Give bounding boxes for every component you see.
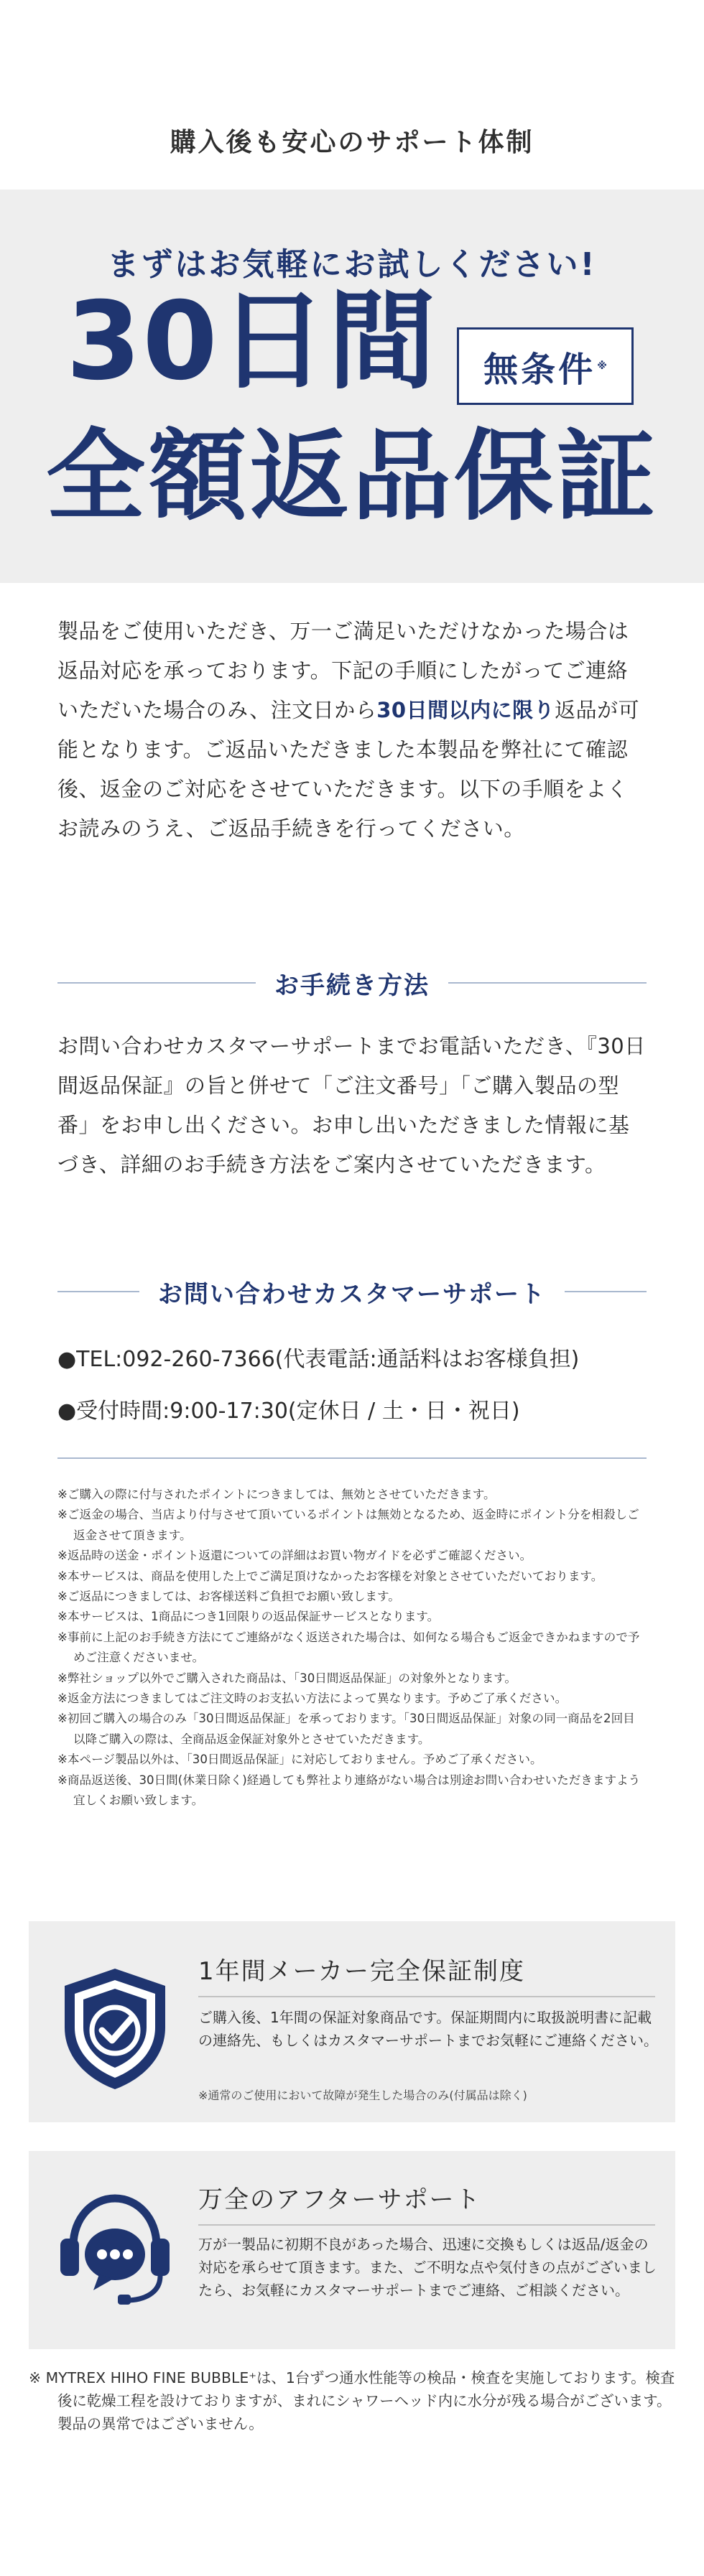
intro-text-2: 返品が可能となります。ご返品いただきました本製品を弊社にて確認後、返金のご対応をさせていただきます。以下の手順をよくお読みのうえ、ご返品手続きを行ってください。: [57, 698, 640, 841]
list-item: ※商品返送後、30日間(休業日除く)経過しても弊社より連絡がない場合は別途お問い合わせいただきますよう宜しくお願い致します。: [57, 1773, 641, 1808]
divider: [57, 1457, 647, 1459]
guarantee-banner: [0, 190, 704, 583]
guarantee-title: 全額返品保証: [45, 419, 658, 534]
aftercare-card: [29, 2151, 675, 2349]
warranty-title: 1年間メーカー完全保証制度: [198, 1957, 525, 1986]
intro-paragraph: [57, 612, 647, 849]
list-item: ※返品時の送金・ポイント返還についての詳細はお買い物ガイドを必ずご確認ください。: [57, 1549, 532, 1563]
aftercare-body: 万が一製品に初期不良があった場合、迅速に交換もしくは返品/返金の対応を承らせて頂きます。また、ご不明な点や気付きの点がございましたら、お気軽にカスタマーサポートまでご連絡、ご相談ください。: [198, 2236, 657, 2299]
warranty-card: [29, 1921, 675, 2122]
procedure-heading: [57, 965, 647, 1001]
warranty-note: ※通常のご使用において故障が発生した場合のみ(付属品は除く): [198, 2089, 527, 2102]
guarantee-period: 30日間: [66, 279, 437, 404]
heading-rule-right: [448, 982, 647, 984]
heading-rule-left: [57, 982, 256, 984]
list-item: ※ご購入の際に付与されたポイントにつきましては、無効とさせていただきます。: [57, 1488, 496, 1501]
support-heading: [57, 1274, 647, 1310]
support-hours: ●受付時間:9:00-17:30(定休日 / 土・日・祝日): [57, 1399, 520, 1424]
list-item: ※返金方法につきましてはご注文時のお支払い方法によって異なります。予めご了承ください。: [57, 1691, 568, 1706]
guarantee-lead: まずはお気軽にお試しください!: [107, 246, 597, 283]
aftercare-title: 万全のアフターサポート: [198, 2185, 481, 2214]
list-item: ※本サービスは、1商品につき1回限りの返品保証サービスとなります。: [57, 1610, 440, 1624]
heading-rule-left: [57, 1291, 139, 1292]
procedure-paragraph: お問い合わせカスタマーサポートまでお電話いただき、『30日間返品保証』の旨と併せて「ご注文番号」「ご購入製品の型番」をお申し出ください。お申し出いただきました情報に基づき、詳細のお手続き方法をご案内させていただきます。: [57, 1034, 646, 1177]
list-item: ※本サービスは、商品を使用した上でご満足頂けなかったお客様を対象とさせていただいております。: [57, 1569, 603, 1583]
shield-check-icon: [57, 1964, 172, 2096]
list-item: ※ご返金の場合、当店より付与させて頂いているポイントは無効となるため、返金時にポイント分を相殺しご返金させて頂きます。: [57, 1508, 639, 1542]
list-item: ※ご返品につきましては、お客様送料ご負担でお願い致します。: [57, 1590, 400, 1604]
notes-list: [57, 1485, 647, 1811]
intro-text-1: 製品をご使用いただき、万一ご満足いただけなかった場合は返品対応を承っております。下記の手順にしたがってご連絡いただいた場合のみ、注文日から: [57, 619, 629, 722]
page-title: 購入後も安心のサポート体制: [170, 128, 534, 157]
list-item: ※初回ご購入の場合のみ「30日間返品保証」を承っております。「30日間返品保証」対象の同一商品を2回目以降ご購入の際は、全商品返金保証対象外とさせていただきます。: [57, 1712, 635, 1746]
procedure-heading-text: お手続き方法: [274, 971, 430, 1000]
warranty-body: ご購入後、1年間の保証対象商品です。保証期間内に取扱説明書に記載の連絡先、もしくはカスタマーサポートまでお気軽にご連絡ください。: [198, 2009, 658, 2049]
inspection-footnote: ※ MYTREX HIHO FINE BUBBLE⁺は、1台ずつ通水性能等の検品・検査を実施しております。検査後に乾燥工程を設けておりますが、まれにシャワーヘッド内に水分が残る場合がございます。製品の異常ではございません。: [29, 2369, 675, 2432]
support-heading-text: お問い合わせカスタマーサポート: [158, 1279, 546, 1309]
badge-mark: ※: [597, 360, 607, 372]
support-headset-icon: [57, 2188, 172, 2313]
unconditional-badge: [457, 327, 634, 405]
card-rule: [198, 1996, 655, 1997]
card-rule: [198, 2224, 655, 2226]
support-tel: ●TEL:092-260-7366(代表電話:通話料はお客様負担): [57, 1347, 580, 1372]
list-item: ※本ページ製品以外は、「30日間返品保証」に対応しておりません。予めご了承ください。: [57, 1753, 542, 1767]
heading-rule-right: [565, 1291, 647, 1292]
intro-highlight: 30日間以内に限り: [376, 698, 555, 722]
badge-label: 無条件: [483, 349, 596, 390]
list-item: ※弊社ショップ以外でご購入された商品は、「30日間返品保証」の対象外となります。: [57, 1671, 517, 1685]
list-item: ※事前に上記のお手続き方法にてご連絡がなく返送された場合は、如何なる場合もご返金できかねますので予めご注意くださいませ。: [57, 1630, 640, 1665]
